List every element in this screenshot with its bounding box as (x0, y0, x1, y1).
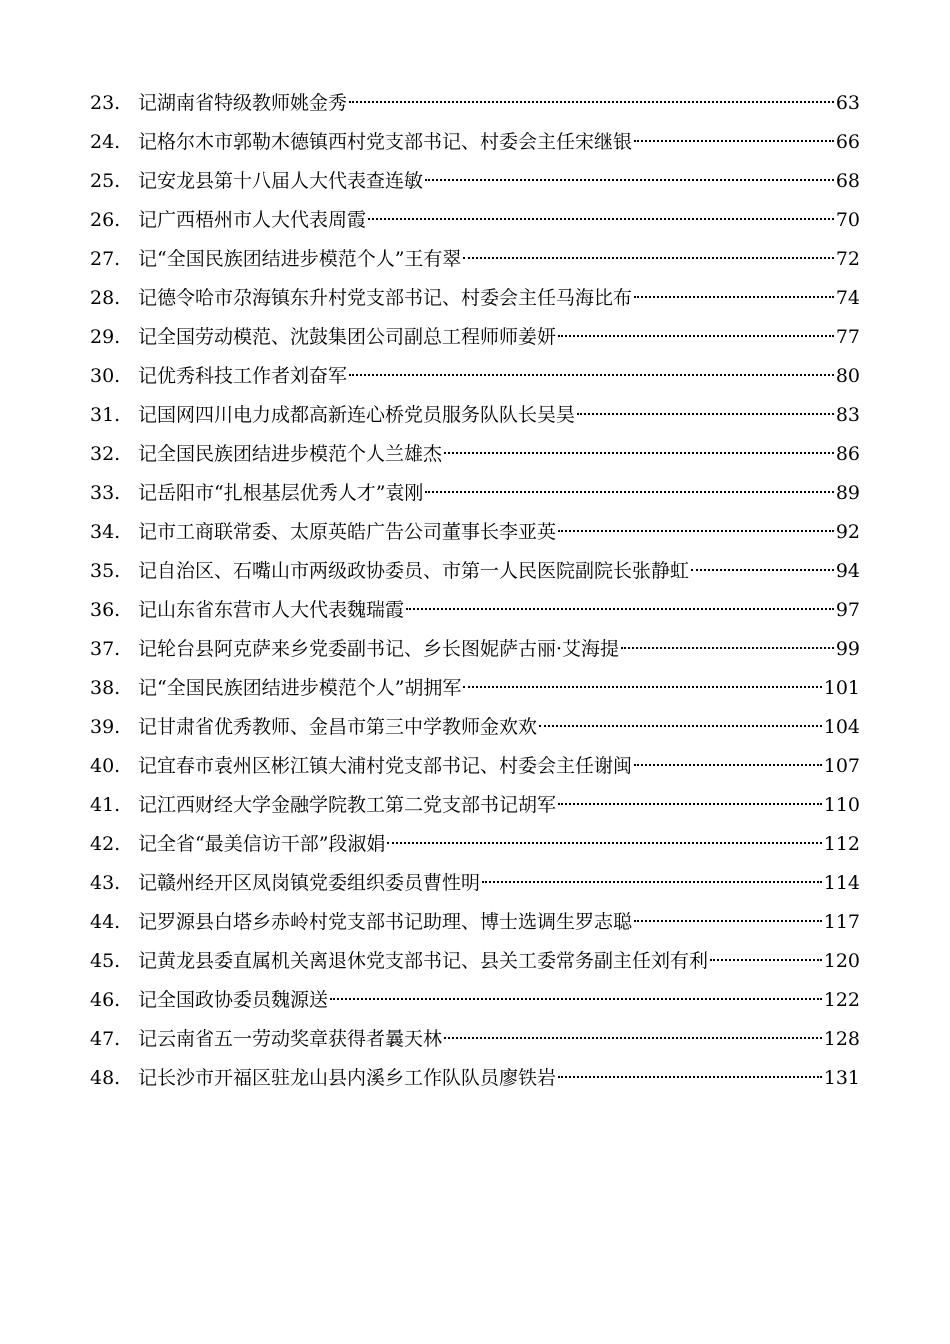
toc-entry-number: 23. (90, 92, 121, 114)
toc-entry-page: 120 (823, 950, 860, 972)
toc-entry-title: 记德令哈市尕海镇东升村党支部书记、村委会主任马海比布 (138, 287, 633, 309)
toc-entry[interactable] (90, 279, 860, 318)
toc-entry[interactable] (90, 123, 860, 162)
toc-entry-number: 42. (90, 833, 121, 855)
toc-dot-leader (621, 647, 834, 649)
toc-entry[interactable] (90, 825, 860, 864)
toc-entry-title: 记全国劳动模范、沈鼓集团公司副总工程师师姜妍 (138, 326, 557, 348)
toc-entry[interactable] (90, 669, 860, 708)
toc-dot-leader (349, 374, 834, 376)
toc-entry-title: 记优秀科技工作者刘奋军 (138, 365, 348, 387)
toc-entry-page: 66 (835, 131, 860, 153)
toc-entry-number: 34. (90, 521, 121, 543)
toc-entry-page: 94 (835, 560, 860, 582)
toc-entry-page: 114 (823, 872, 860, 894)
toc-entry-page: 131 (823, 1067, 860, 1089)
toc-entry-page: 107 (823, 755, 860, 777)
toc-entry[interactable] (90, 318, 860, 357)
toc-dot-leader (558, 1076, 822, 1078)
toc-entry-title: 记云南省五一劳动奖章获得者曩天林 (138, 1028, 443, 1050)
toc-entry-number: 24. (90, 131, 121, 153)
toc-entry[interactable] (90, 396, 860, 435)
toc-entry-number: 36. (90, 599, 121, 621)
toc-entry-number: 30. (90, 365, 121, 387)
toc-entry[interactable] (90, 942, 860, 981)
toc-entry-title: 记安龙县第十八届人大代表查连敏 (138, 170, 424, 192)
toc-entry-title: 记市工商联常委、太原英皓广告公司董事长李亚英 (138, 521, 557, 543)
toc-dot-leader (558, 530, 834, 532)
toc-entry-title: 记全国民族团结进步模范个人兰雄杰 (138, 443, 443, 465)
toc-entry-title: 记罗源县白塔乡赤岭村党支部书记助理、博士选调生罗志聪 (138, 911, 633, 933)
toc-dot-leader (539, 725, 822, 727)
toc-entry-title: 记江西财经大学金融学院教工第二党支部书记胡军 (138, 794, 557, 816)
toc-entry-number: 29. (90, 326, 121, 348)
toc-entry-title: 记岳阳市“扎根基层优秀人才”袁刚 (138, 482, 424, 504)
toc-entry[interactable] (90, 864, 860, 903)
toc-entry-number: 27. (90, 248, 121, 270)
toc-entry-number: 45. (90, 950, 121, 972)
toc-entry-page: 97 (835, 599, 860, 621)
toc-dot-leader (558, 803, 822, 805)
toc-dot-leader (368, 218, 834, 220)
toc-dot-leader (482, 881, 822, 883)
toc-entry-number: 46. (90, 989, 121, 1011)
toc-entry[interactable] (90, 435, 860, 474)
toc-entry-number: 39. (90, 716, 121, 738)
toc-dot-leader (444, 452, 834, 454)
toc-entry-page: 63 (835, 92, 860, 114)
toc-entry-title: 记广西梧州市人大代表周霞 (138, 209, 367, 231)
toc-entry-title: 记国网四川电力成都高新连心桥党员服务队队长吴昊 (138, 404, 576, 426)
toc-entry-title: 记全国政协委员魏源送 (138, 989, 329, 1011)
toc-entry-title: 记黄龙县委直属机关离退休党支部书记、县关工委常务副主任刘有利 (138, 950, 709, 972)
toc-entry[interactable] (90, 786, 860, 825)
toc-entry-page: 128 (823, 1028, 860, 1050)
toc-entry[interactable] (90, 708, 860, 747)
toc-entry-title: 记“全国民族团结进步模范个人”胡拥军 (138, 677, 462, 699)
toc-entry-page: 117 (823, 911, 860, 933)
toc-dot-leader (444, 1037, 822, 1039)
toc-entry-page: 70 (835, 209, 860, 231)
toc-entry-number: 33. (90, 482, 121, 504)
toc-entry-number: 48. (90, 1067, 121, 1089)
toc-entry-title: 记“全国民族团结进步模范个人”王有翠 (138, 248, 462, 270)
toc-entry-page: 110 (823, 794, 860, 816)
toc-entry-page: 86 (835, 443, 860, 465)
toc-entry-page: 101 (823, 677, 860, 699)
toc-dot-leader (425, 179, 834, 181)
toc-entry[interactable] (90, 552, 860, 591)
toc-entry-number: 41. (90, 794, 121, 816)
toc-entry-page: 77 (835, 326, 860, 348)
toc-entry-page: 83 (835, 404, 860, 426)
toc-entry-title: 记甘肃省优秀教师、金昌市第三中学教师金欢欢 (138, 716, 538, 738)
toc-entry-title: 记轮台县阿克萨来乡党委副书记、乡长图妮萨古丽·艾海提 (138, 638, 620, 660)
toc-entry-number: 25. (90, 170, 121, 192)
toc-entry-title: 记长沙市开福区驻龙山县内溪乡工作队队员廖铁岩 (138, 1067, 557, 1089)
toc-entry-number: 40. (90, 755, 121, 777)
toc-entry-title: 记山东省东营市人大代表魏瑞霞 (138, 599, 405, 621)
toc-entry[interactable] (90, 474, 860, 513)
toc-entry-number: 32. (90, 443, 121, 465)
toc-dot-leader (577, 413, 834, 415)
toc-entry[interactable] (90, 630, 860, 669)
toc-dot-leader (634, 140, 834, 142)
toc-entry-page: 68 (835, 170, 860, 192)
toc-entry-number: 35. (90, 560, 121, 582)
toc-dot-leader (463, 686, 821, 688)
toc-dot-leader (387, 842, 821, 844)
toc-entry[interactable] (90, 201, 860, 240)
toc-entry-page: 122 (823, 989, 860, 1011)
toc-entry[interactable] (90, 84, 860, 123)
toc-dot-leader (406, 608, 834, 610)
toc-entry-page: 72 (835, 248, 860, 270)
toc-entry-title: 记湖南省特级教师姚金秀 (138, 92, 348, 114)
toc-dot-leader (463, 257, 833, 259)
toc-entry-number: 28. (90, 287, 121, 309)
toc-entry[interactable] (90, 162, 860, 201)
toc-dot-leader (425, 491, 833, 493)
toc-dot-leader (691, 569, 834, 571)
toc-entry[interactable] (90, 903, 860, 942)
toc-entry-number: 44. (90, 911, 121, 933)
toc-entry-number: 43. (90, 872, 121, 894)
toc-dot-leader (330, 998, 822, 1000)
table-of-contents (90, 84, 860, 1098)
toc-entry-title: 记宜春市袁州区彬江镇大浦村党支部书记、村委会主任谢闽 (138, 755, 633, 777)
toc-dot-leader (634, 296, 834, 298)
toc-dot-leader (558, 335, 834, 337)
toc-entry-page: 74 (835, 287, 860, 309)
toc-entry-page: 104 (823, 716, 860, 738)
toc-entry-page: 112 (823, 833, 860, 855)
toc-entry[interactable] (90, 240, 860, 279)
toc-dot-leader (634, 920, 822, 922)
toc-entry-page: 99 (835, 638, 860, 660)
toc-entry[interactable] (90, 1020, 860, 1059)
toc-entry-number: 26. (90, 209, 121, 231)
toc-dot-leader (349, 101, 834, 103)
toc-entry-page: 80 (835, 365, 860, 387)
toc-entry[interactable] (90, 981, 860, 1020)
toc-entry-title: 记格尔木市郭勒木德镇西村党支部书记、村委会主任宋继银 (138, 131, 633, 153)
toc-entry-number: 37. (90, 638, 121, 660)
toc-entry[interactable] (90, 1059, 860, 1098)
toc-dot-leader (634, 764, 822, 766)
toc-entry[interactable] (90, 357, 860, 396)
toc-entry-title: 记赣州经开区凤岗镇党委组织委员曹性明 (138, 872, 481, 894)
toc-dot-leader (710, 959, 822, 961)
toc-entry-number: 38. (90, 677, 121, 699)
toc-entry-page: 89 (835, 482, 860, 504)
toc-entry[interactable] (90, 513, 860, 552)
toc-entry-title: 记自治区、石嘴山市两级政协委员、市第一人民医院副院长张静虹 (138, 560, 690, 582)
toc-entry-number: 47. (90, 1028, 121, 1050)
toc-entry-number: 31. (90, 404, 121, 426)
toc-entry-page: 92 (835, 521, 860, 543)
toc-entry-title: 记全省“最美信访干部”段淑娟 (138, 833, 386, 855)
toc-entry[interactable] (90, 591, 860, 630)
toc-entry[interactable] (90, 747, 860, 786)
